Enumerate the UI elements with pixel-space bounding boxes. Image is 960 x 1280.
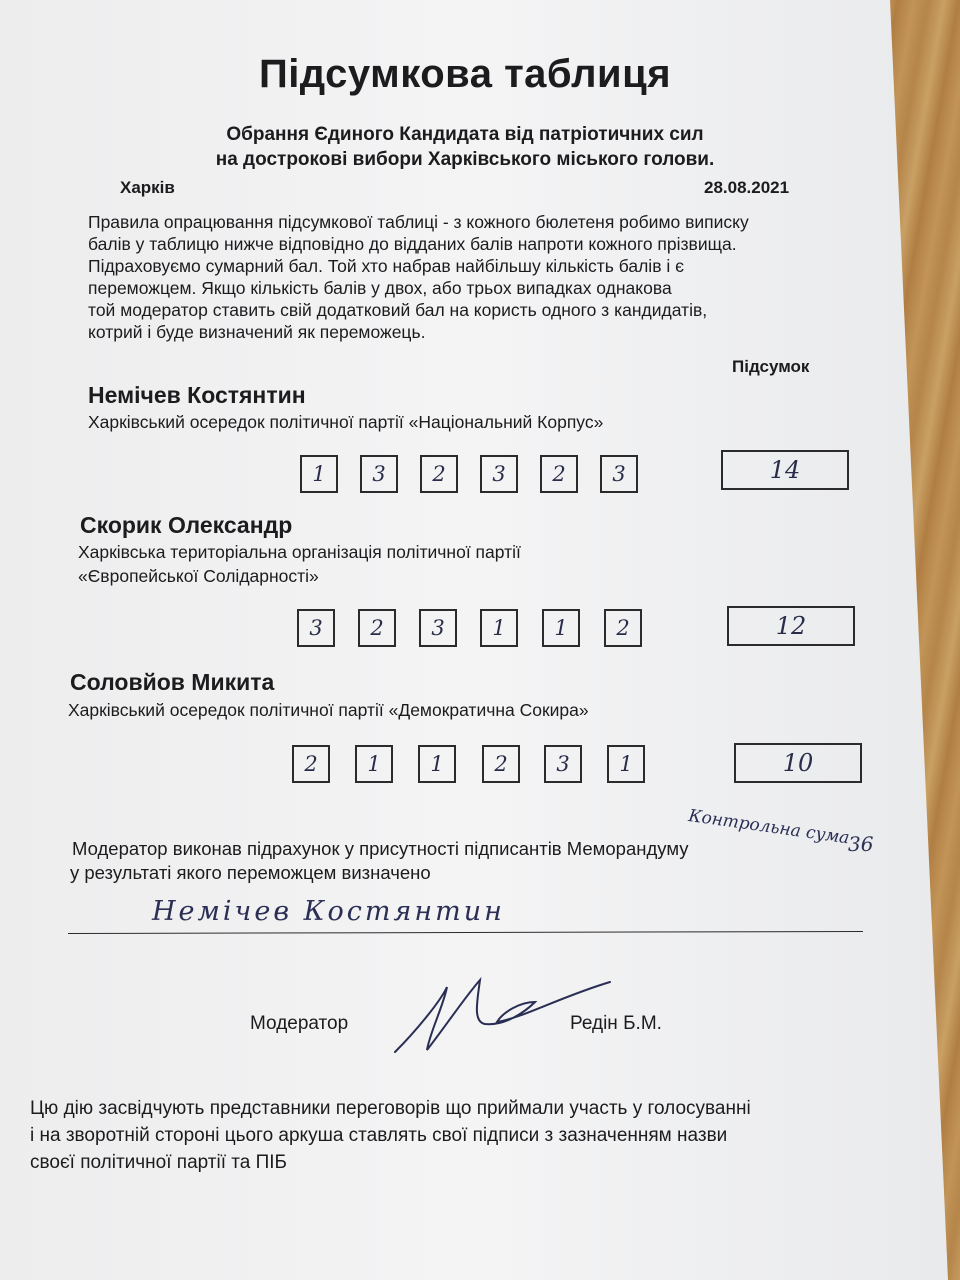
score-box: 3 — [600, 455, 638, 493]
score-box: 1 — [607, 745, 645, 783]
city-label: Харків — [120, 178, 175, 197]
footer-line: і на зворотній стороні цього аркуша ставлять свої підписи з зазначенням назви — [30, 1125, 728, 1146]
score-box: 1 — [418, 745, 456, 783]
candidate-name: Немічев Костянтин — [88, 382, 306, 408]
moderator-statement: у результаті якого переможцем визначено — [70, 862, 431, 883]
document-date: 28.08.2021 — [704, 178, 790, 197]
footer-line: своєї політичної партії та ПІБ — [30, 1152, 288, 1173]
total-column-header: Підсумок — [732, 357, 810, 376]
control-sum-note: Контрольна сума — [687, 806, 851, 849]
score-box: 3 — [360, 455, 398, 493]
candidate-party: Харківський осередок політичної партії «Національний Корпус» — [88, 412, 604, 432]
score-box: 1 — [355, 745, 393, 783]
score-box: 2 — [540, 455, 578, 493]
score-box: 3 — [480, 455, 518, 493]
total-box: 12 — [727, 606, 855, 646]
score-box: 2 — [292, 745, 330, 783]
rules-line: переможцем. Якщо кількість балів у двох, або трьох випадках однакова — [88, 278, 672, 298]
candidate-party: Харківська територіальна організація політичної партії — [78, 542, 521, 562]
score-box: 1 — [542, 609, 580, 647]
score-box: 2 — [358, 609, 396, 647]
footer-line: Цю дію засвідчують представники переговорів що приймали участь у голосуванні — [30, 1098, 751, 1119]
score-box: 1 — [300, 455, 338, 493]
document-subtitle — [0, 122, 930, 172]
score-box: 2 — [482, 745, 520, 783]
rules-line: той модератор ставить свій додатковий бал на користь одного з кандидатів, — [88, 300, 708, 320]
rules-line: котрий і буде визначений як переможець. — [88, 322, 426, 342]
moderator-label: Модератор — [250, 1013, 349, 1034]
rules-line: Правила опрацювання підсумкової таблиці - з кожного бюлетеня робимо виписку — [88, 212, 749, 232]
moderator-statement: Модератор виконав підрахунок у присутності підписантів Меморандуму — [72, 838, 689, 859]
candidate-party: Харківський осередок політичної партії «Демократична Сокира» — [68, 700, 589, 720]
moderator-name: Редін Б.М. — [570, 1013, 662, 1034]
candidate-party: «Європейської Солідарності» — [78, 566, 319, 586]
rules-line: Підраховуємо сумарний бал. Той хто набрав найбільшу кількість балів і є — [88, 256, 685, 276]
score-box: 3 — [297, 609, 335, 647]
subtitle-line: на дострокові вибори Харківського міського голови. — [215, 149, 715, 170]
document-title: Підсумкова таблиця — [258, 52, 672, 96]
score-box: 3 — [544, 745, 582, 783]
score-box: 1 — [480, 609, 518, 647]
total-box: 10 — [734, 743, 862, 783]
score-box: 2 — [604, 609, 642, 647]
score-box: 3 — [419, 609, 457, 647]
score-box: 2 — [420, 455, 458, 493]
subtitle-line: Обрання Єдиного Кандидата від патріотичних сил — [226, 124, 704, 145]
rules-line: балів у таблицю нижче відповідно до відданих балів напроти кожного прізвища. — [88, 234, 737, 254]
total-box: 14 — [721, 450, 849, 490]
candidate-name: Соловйов Микита — [70, 669, 275, 695]
control-sum-value: 36 — [848, 832, 874, 856]
candidate-name: Скорик Олександр — [80, 512, 293, 538]
winner-handwritten: Немічев Костянтин — [152, 896, 505, 927]
